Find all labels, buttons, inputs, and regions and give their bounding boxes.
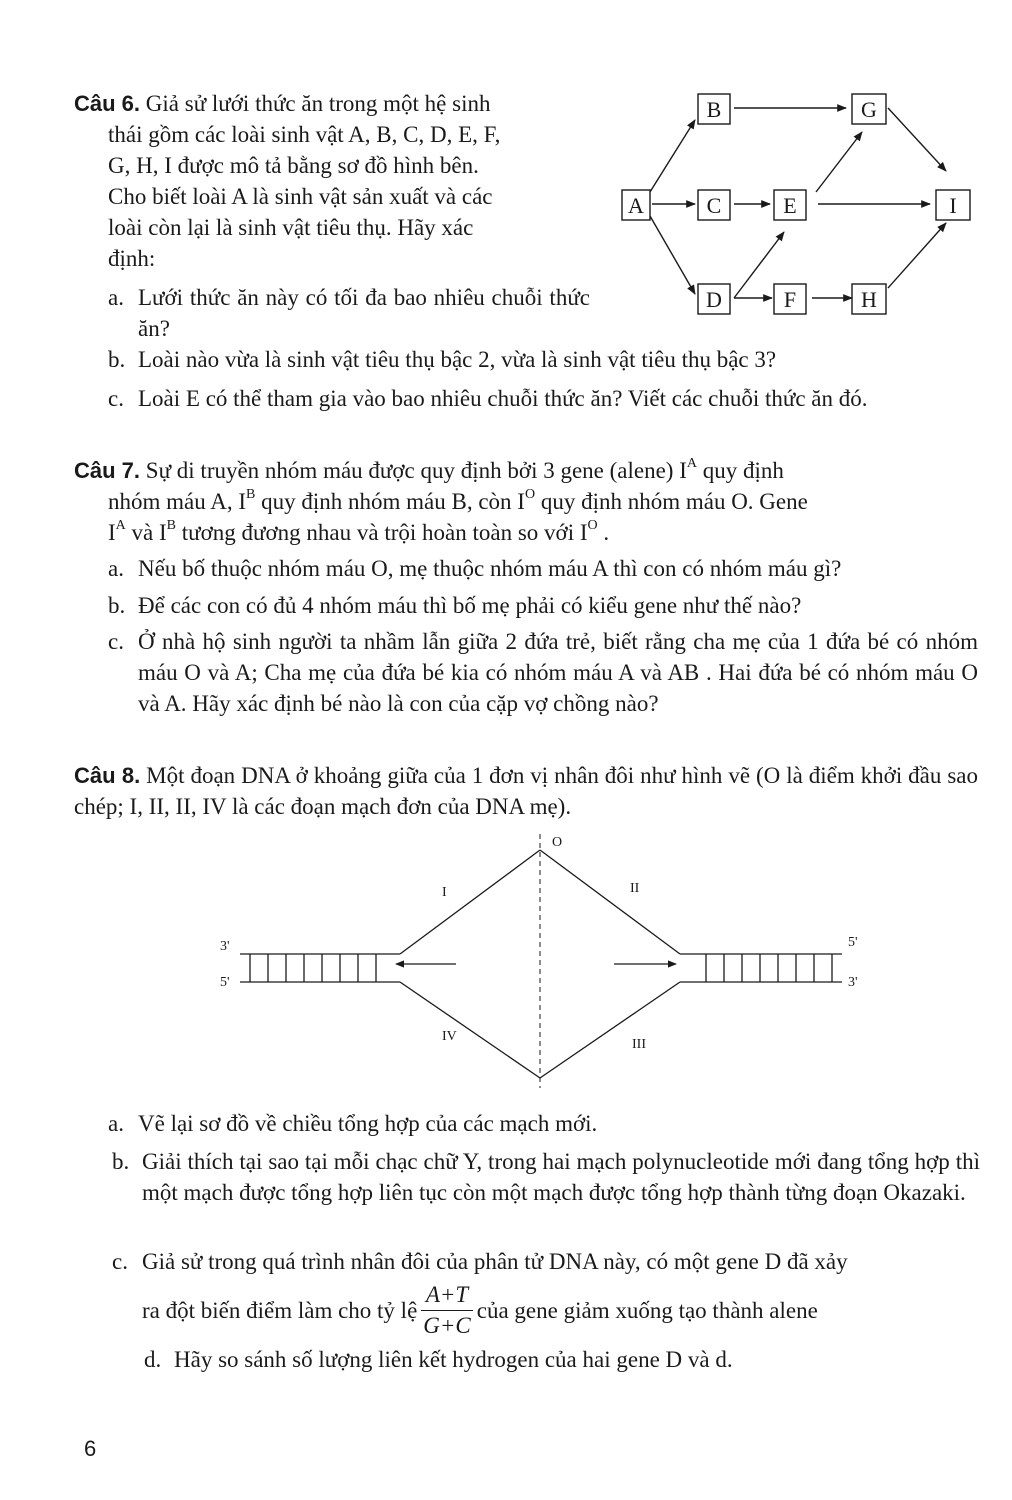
ratio-denominator: G+C (423, 1312, 471, 1338)
left-top-end-label: 3' (220, 939, 230, 954)
left-bottom-end-label: 5' (220, 975, 230, 990)
q6-label: Câu 6. (74, 91, 141, 116)
q6-intro: Câu 6. Giả sử lưới thức ăn trong một hệ sinh thái gồm các loài sinh vật A, B, C, D, E, F, G, H, I được mô tả bằng sơ đồ hình bên. Cho biết loài A là sinh vật sản xuất và các loài còn lại là sinh vật tiêu thụ. Hãy xác định: (74, 91, 501, 271)
q8-question-c-line2: ra đột biến điểm làm cho tỷ lệ $\frac{A+T}{G+C}$ của gene giảm xuống tạo thành alene (142, 1278, 992, 1342)
strand-iii-label: III (632, 1037, 646, 1052)
q8-question-c: c. Giả sử trong quá trình nhân đôi của phân tử DNA này, có một gene D đã xảy (112, 1249, 848, 1274)
food-web-diagram (612, 86, 992, 326)
left-base-pairs (250, 954, 376, 982)
strand-i-label: I (442, 885, 447, 900)
arrow-e-g (816, 132, 862, 192)
q8-question-b: b. Giải thích tại sao tại mỗi chạc chữ Y, trong hai mạch polynucleotide mới đang tổng hợp thì một mạch được tổng hợp liên tục còn một mạch được tổng hợp thành từng đoạn Okazaki. (112, 1149, 980, 1205)
node-f-label: F (783, 287, 797, 312)
arrow-h-i (888, 223, 946, 288)
strand-iv-label: IV (442, 1029, 457, 1044)
q6-question-c: c. Loài E có thể tham gia vào bao nhiêu chuỗi thức ăn? Viết các chuỗi thức ăn đó. (108, 386, 868, 411)
q7-question-c: c. Ở nhà hộ sinh người ta nhầm lẫn giữa 2 đứa trẻ, biết rằng cha mẹ của 1 đứa bé có nhóm máu O và A; Cha mẹ của đứa bé kia có nhóm máu A và AB . Hai đứa bé có nhóm máu O và A. Hãy xác định bé nào là con của cặp vợ chồng nào? (108, 629, 978, 716)
node-a-label: A (628, 193, 644, 218)
strand-iii-line (540, 982, 680, 1078)
arrow-a-d (650, 216, 695, 294)
q7-question-b: b. Để các con có đủ 4 nhóm máu thì bố mẹ phải có kiểu gene như thế nào? (108, 593, 802, 618)
q6-question-b: b. Loài nào vừa là sinh vật tiêu thụ bậc 2, vừa là sinh vật tiêu thụ bậc 3? (108, 347, 777, 372)
q7-question-a: a. Nếu bố thuộc nhóm máu O, mẹ thuộc nhóm máu A thì con có nhóm máu gì? (108, 556, 842, 581)
ratio-fraction (421, 1280, 472, 1341)
arrow-a-b (650, 120, 695, 192)
right-top-end-label: 5' (848, 935, 858, 950)
q8-intro: Câu 8. Một đoạn DNA ở khoảng giữa của 1 đơn vị nhân đôi như hình vẽ (O là điểm khởi đầu sao chép; I, II, II, IV là các đoạn mạch đơn của DNA mẹ). (74, 763, 978, 819)
ratio-numerator: A+T (421, 1280, 472, 1311)
node-g-label: G (861, 97, 877, 122)
node-h-label: H (861, 287, 877, 312)
q7-intro: Câu 7. Sự di truyền nhóm máu được quy định bởi 3 gene (alene) $I^A$ quy định nhóm máu A, $I^B$ quy định nhóm máu B, còn $I^O$ quy định nhóm máu O. Gene $I^A$ và $I^B$ tương đương nhau và trội hoàn toàn so với $I^O$ . (74, 456, 808, 545)
strand-ii-label: II (630, 881, 640, 896)
node-i-label: I (949, 193, 957, 218)
q8-question-d: d. Hãy so sánh số lượng liên kết hydrogen của hai gene D và d. (144, 1347, 733, 1372)
strand-i-line (400, 850, 540, 954)
node-d-label: D (706, 287, 722, 312)
arrow-g-i (888, 108, 946, 171)
q8-label: Câu 8. (74, 763, 141, 788)
right-base-pairs (706, 954, 832, 982)
right-bottom-end-label: 3' (848, 975, 858, 990)
page-number: 6 (84, 1436, 97, 1461)
node-b-label: B (706, 97, 722, 122)
strand-iv-line (400, 982, 540, 1078)
dna-replication-diagram (210, 830, 890, 1090)
q8-question-a: a. Vẽ lại sơ đồ về chiều tổng hợp của các mạch mới. (108, 1111, 598, 1136)
q6-question-a: a. Lưới thức ăn này có tối đa bao nhiêu chuỗi thức ăn? (108, 285, 590, 341)
q7-label: Câu 7. (74, 458, 141, 483)
origin-label: O (552, 835, 563, 850)
node-c-label: C (706, 193, 722, 218)
node-e-label: E (783, 193, 797, 218)
strand-ii-line (540, 850, 680, 954)
